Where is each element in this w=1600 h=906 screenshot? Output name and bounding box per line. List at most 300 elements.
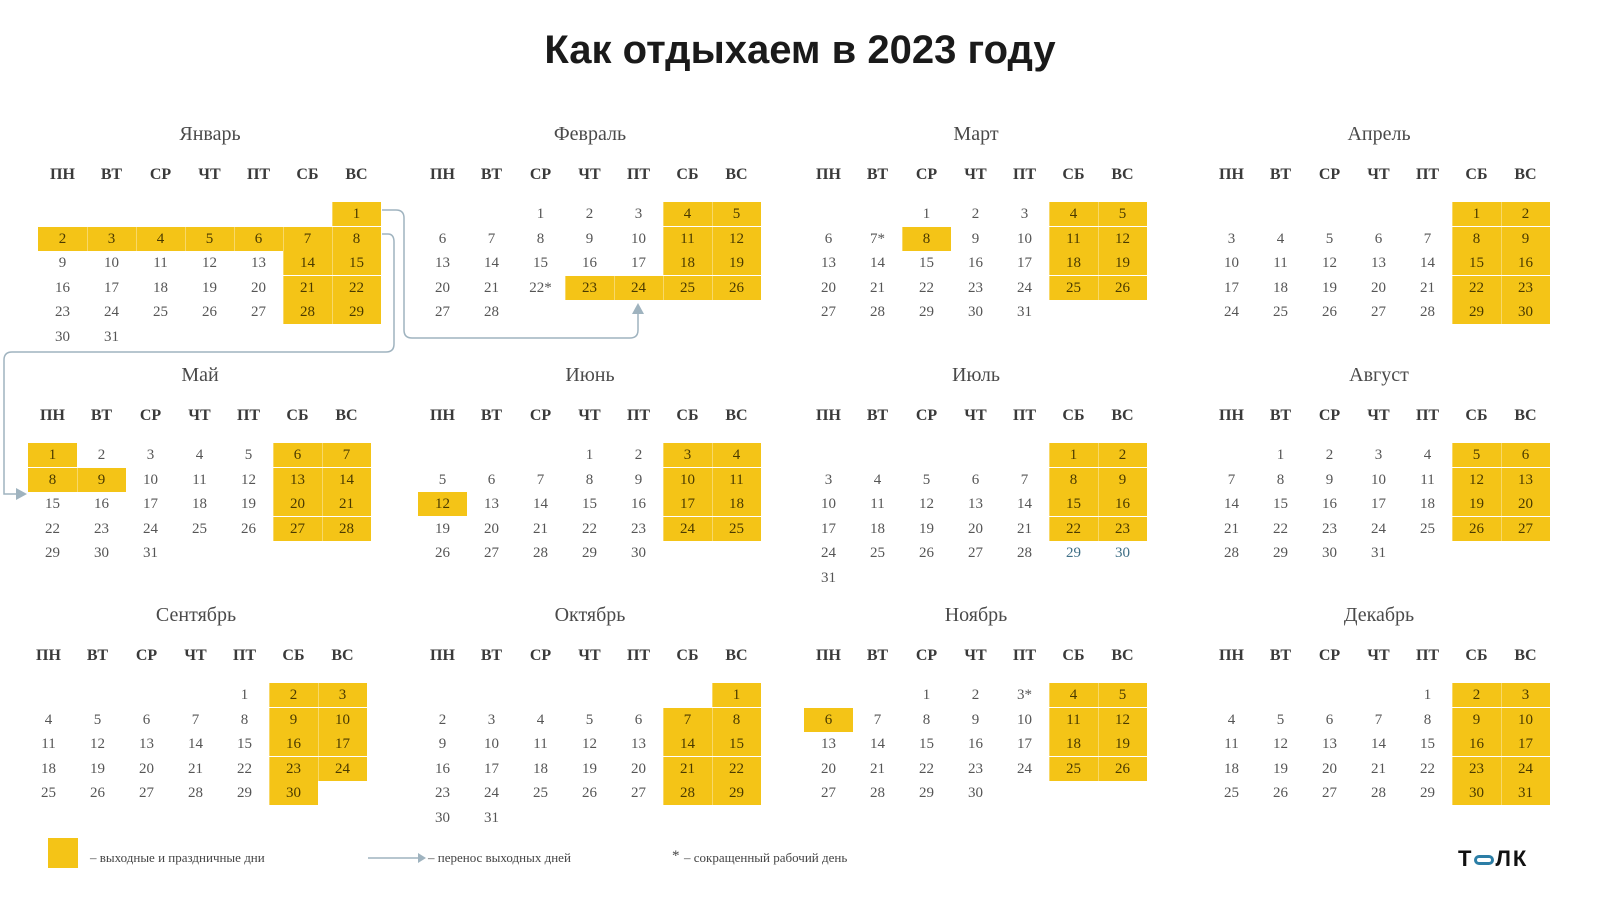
day-cell: 26: [919, 545, 934, 562]
month-6: [418, 364, 808, 594]
day-cell: 21: [533, 520, 548, 537]
day-cell: 1: [1452, 202, 1501, 226]
weekday-header: ВТ: [1269, 647, 1292, 664]
day-cell: 24: [663, 517, 712, 541]
day-cell: 16: [1098, 492, 1147, 516]
day-cell: 29: [1066, 545, 1081, 562]
day-cell: 13: [1371, 255, 1386, 272]
weekday-header: ЧТ: [578, 166, 601, 183]
day-cell: 26: [1322, 304, 1337, 321]
day-cell: 11: [533, 736, 548, 753]
day-cell: 10: [663, 468, 712, 492]
day-cell: 1: [240, 687, 249, 703]
weekday-header: ВС: [1111, 647, 1134, 664]
day-cell: 17: [663, 492, 712, 516]
day-cell: 10: [1224, 255, 1239, 272]
day-cell: 11: [153, 255, 168, 272]
day-cell: 25: [153, 304, 168, 321]
day-cell: 17: [318, 732, 367, 756]
weekday-header: ВТ: [86, 647, 109, 664]
day-cell: 18: [192, 496, 207, 513]
day-cell: 2: [38, 227, 87, 251]
weekday-header: ПН: [430, 647, 455, 664]
day-cell: 12: [1322, 255, 1337, 272]
transfer-arrow-head: [16, 488, 27, 500]
day-cell: 17: [1224, 279, 1239, 296]
brand-logo-o-icon: [1474, 855, 1494, 865]
day-cell: 13: [968, 496, 983, 513]
day-cell: 15: [919, 255, 934, 272]
day-cell: 14: [322, 468, 371, 492]
day-cell: 19: [241, 496, 256, 513]
day-cell: 8: [240, 711, 249, 728]
day-cell: 28: [1224, 545, 1239, 562]
day-cell: 23: [94, 520, 109, 537]
day-cell: 25: [870, 545, 885, 562]
day-cell: 21: [1224, 520, 1239, 537]
day-cell: 31: [821, 570, 836, 586]
day-cell: 1: [1423, 687, 1432, 703]
day-cell: 7: [322, 443, 371, 467]
day-cell: 12: [202, 255, 217, 272]
day-cell: 25: [192, 520, 207, 537]
weekday-header: СР: [1318, 166, 1341, 183]
day-cell: 18: [1049, 732, 1098, 756]
day-cell: 1: [712, 683, 761, 707]
day-cell: 3: [1374, 447, 1383, 463]
day-cell: 17: [484, 760, 499, 777]
day-cell: 30: [269, 781, 318, 805]
day-cell: 3: [487, 711, 496, 728]
day-cell: 3: [1227, 230, 1236, 247]
day-cell: 28: [1017, 545, 1032, 562]
day-cell: 12: [418, 492, 467, 516]
weekday-header: СБ: [676, 166, 699, 183]
day-cell: 18: [663, 251, 712, 275]
day-cell: 15: [45, 496, 60, 513]
month-3: [804, 123, 1194, 353]
day-cell: 12: [1273, 736, 1288, 753]
day-cell: 4: [536, 711, 545, 728]
day-cell: 10: [1501, 708, 1550, 732]
day-cell: 22: [919, 760, 934, 777]
day-cell: 7*: [870, 230, 885, 247]
day-cell: 8: [332, 227, 381, 251]
day-cell: 3: [663, 443, 712, 467]
day-cell: 12: [712, 227, 761, 251]
day-cell: 19: [1098, 732, 1147, 756]
day-cell: 15: [712, 732, 761, 756]
day-cell: 22: [1452, 276, 1501, 300]
day-cell: 8: [1452, 227, 1501, 251]
day-cell: 31: [1501, 781, 1550, 805]
day-cell: 19: [1273, 760, 1288, 777]
day-cell: 27: [968, 545, 983, 562]
day-cell: 16: [269, 732, 318, 756]
day-cell: 17: [143, 496, 158, 513]
day-cell: 16: [94, 496, 109, 513]
day-cell: 27: [435, 304, 450, 321]
day-cell: 27: [273, 517, 322, 541]
weekday-header: СБ: [1465, 647, 1488, 664]
day-cell: 22: [1049, 517, 1098, 541]
day-cell: 11: [712, 468, 761, 492]
day-cell: 19: [202, 279, 217, 296]
day-cell: 19: [1098, 251, 1147, 275]
day-cell: 14: [1371, 736, 1386, 753]
day-cell: 25: [1049, 276, 1098, 300]
day-cell: 29: [1420, 785, 1435, 802]
day-cell: 6: [487, 471, 496, 488]
day-cell: 25: [1049, 757, 1098, 781]
weekday-header: ВТ: [100, 166, 123, 183]
day-cell: 12: [241, 471, 256, 488]
day-cell: 15: [1049, 492, 1098, 516]
day-cell: 23: [1322, 520, 1337, 537]
weekday-header: СБ: [1062, 647, 1085, 664]
day-cell: 16: [1452, 732, 1501, 756]
day-cell: 21: [1371, 760, 1386, 777]
day-cell: 17: [1501, 732, 1550, 756]
month-1: [38, 123, 428, 353]
day-cell: 2: [1325, 447, 1334, 463]
day-cell: 30: [1115, 545, 1130, 562]
weekday-header: СР: [135, 647, 158, 664]
day-cell: 8: [536, 230, 545, 247]
day-cell: 17: [1017, 736, 1032, 753]
day-cell: 21: [283, 276, 332, 300]
weekday-header: ПТ: [626, 647, 651, 664]
weekday-header: СБ: [286, 407, 309, 424]
weekday-header: СР: [149, 166, 172, 183]
day-cell: 12: [919, 496, 934, 513]
day-cell: 7: [191, 711, 200, 728]
legend-arrow-icon: [366, 850, 428, 866]
page-title: Как отдыхаем в 2023 году: [544, 28, 1056, 72]
weekday-header: ПН: [816, 647, 841, 664]
weekday-header: ВТ: [480, 647, 503, 664]
day-cell: 24: [1224, 304, 1239, 321]
day-cell: 27: [484, 545, 499, 562]
day-cell: 30: [1322, 545, 1337, 562]
weekday-header: ПН: [1219, 407, 1244, 424]
day-cell: 28: [870, 304, 885, 321]
day-cell: 19: [90, 760, 105, 777]
day-cell: 20: [484, 520, 499, 537]
day-cell: 9: [269, 708, 318, 732]
weekday-header: СР: [915, 407, 938, 424]
day-cell: 28: [1420, 304, 1435, 321]
day-cell: 18: [870, 520, 885, 537]
day-cell: 29: [1273, 545, 1288, 562]
day-cell: 25: [1420, 520, 1435, 537]
legend-shortened-text: – сокращенный рабочий день: [684, 850, 848, 865]
day-cell: 19: [582, 760, 597, 777]
day-cell: 13: [1322, 736, 1337, 753]
day-cell: 29: [919, 304, 934, 321]
day-cell: 6: [1325, 711, 1334, 728]
day-cell: 2: [1452, 683, 1501, 707]
day-cell: 18: [533, 760, 548, 777]
day-cell: 15: [1420, 736, 1435, 753]
day-cell: 30: [968, 785, 983, 802]
weekday-header: ВС: [345, 166, 368, 183]
weekday-header: ВС: [725, 407, 748, 424]
day-cell: 18: [712, 492, 761, 516]
day-cell: 15: [1273, 496, 1288, 513]
day-cell: 13: [1501, 468, 1550, 492]
day-cell: 29: [332, 300, 381, 324]
day-cell: 8: [585, 471, 594, 488]
day-cell: 6: [438, 230, 447, 247]
day-cell: 11: [41, 736, 56, 753]
day-cell: 15: [237, 736, 252, 753]
day-cell: 13: [631, 736, 646, 753]
weekday-header: ПН: [40, 407, 65, 424]
day-cell: 30: [1501, 300, 1550, 324]
day-cell: 31: [143, 545, 158, 562]
day-cell: 24: [1371, 520, 1386, 537]
day-cell: 5: [438, 471, 447, 488]
month-name: Октябрь: [554, 604, 626, 626]
day-cell: 5: [1098, 202, 1147, 226]
day-cell: 29: [237, 785, 252, 802]
day-cell: 22: [45, 520, 60, 537]
day-cell: 24: [484, 785, 499, 802]
weekday-header: СР: [529, 647, 552, 664]
day-cell: 17: [631, 255, 646, 272]
weekday-header: ПТ: [626, 166, 651, 183]
day-cell: 21: [188, 760, 203, 777]
day-cell: 16: [968, 736, 983, 753]
month-name: Февраль: [553, 123, 627, 145]
weekday-header: ЧТ: [1367, 407, 1390, 424]
day-cell: 10: [821, 496, 836, 513]
weekday-header: СР: [915, 647, 938, 664]
day-cell: 4: [1049, 683, 1098, 707]
day-cell: 16: [968, 255, 983, 272]
day-cell: 11: [1049, 708, 1098, 732]
day-cell: 26: [90, 785, 105, 802]
day-cell: 23: [269, 757, 318, 781]
weekday-header: ПТ: [246, 166, 271, 183]
day-cell: 6: [804, 708, 853, 732]
month-name: Июль: [952, 364, 1000, 386]
day-cell: 10: [104, 255, 119, 272]
day-cell: 16: [55, 279, 70, 296]
day-cell: 22: [332, 276, 381, 300]
day-cell: 13: [139, 736, 154, 753]
weekday-header: СБ: [296, 166, 319, 183]
day-cell: 20: [273, 492, 322, 516]
day-cell: 16: [631, 496, 646, 513]
day-cell: 30: [1452, 781, 1501, 805]
weekday-header: СБ: [676, 407, 699, 424]
day-cell: 10: [631, 230, 646, 247]
month-name: Март: [953, 123, 999, 145]
day-cell: 6: [1374, 230, 1383, 247]
day-cell: 23: [55, 304, 70, 321]
weekday-header: ВТ: [480, 407, 503, 424]
month-name: Сентябрь: [155, 604, 237, 626]
day-cell: 30: [435, 810, 450, 826]
day-cell: 9: [971, 230, 980, 247]
weekday-header: ВТ: [866, 407, 889, 424]
weekday-header: ЧТ: [578, 407, 601, 424]
month-name: Январь: [179, 123, 241, 145]
day-cell: 9: [438, 736, 447, 753]
month-name: Ноябрь: [944, 604, 1008, 626]
day-cell: 7: [487, 230, 496, 247]
day-cell: 25: [1224, 785, 1239, 802]
day-cell: 10: [1371, 471, 1386, 488]
weekday-header: СР: [915, 166, 938, 183]
day-cell: 4: [873, 471, 882, 488]
month-name: Апрель: [1347, 123, 1411, 145]
day-cell: 6: [234, 227, 283, 251]
day-cell: 23: [968, 279, 983, 296]
day-cell: 6: [634, 711, 643, 728]
weekday-header: ЧТ: [1367, 647, 1390, 664]
day-cell: 7: [873, 711, 882, 728]
month-name: Декабрь: [1343, 604, 1415, 626]
day-cell: 8: [1276, 471, 1285, 488]
day-cell: 5: [712, 202, 761, 226]
day-cell: 2: [97, 447, 106, 463]
day-cell: 28: [188, 785, 203, 802]
day-cell: 5: [1325, 230, 1334, 247]
day-cell: 9: [1098, 468, 1147, 492]
weekday-header: ПТ: [626, 407, 651, 424]
weekday-header: ВС: [725, 166, 748, 183]
day-cell: 10: [484, 736, 499, 753]
day-cell: 4: [44, 711, 53, 728]
day-cell: 1: [332, 202, 381, 226]
day-cell: 14: [663, 732, 712, 756]
day-cell: 28: [283, 300, 332, 324]
day-cell: 11: [1273, 255, 1288, 272]
day-cell: 27: [251, 304, 266, 321]
month-7: [804, 364, 1194, 594]
day-cell: 21: [1017, 520, 1032, 537]
weekday-header: СБ: [282, 647, 305, 664]
weekday-header: ПТ: [1012, 647, 1037, 664]
weekday-header: ЧТ: [578, 647, 601, 664]
day-cell: 20: [1371, 279, 1386, 296]
day-cell: 4: [195, 447, 204, 463]
day-cell: 14: [870, 736, 885, 753]
day-cell: 27: [1371, 304, 1386, 321]
day-cell: 28: [663, 781, 712, 805]
weekday-header: СБ: [1465, 407, 1488, 424]
day-cell: 24: [1017, 760, 1032, 777]
weekday-header: СР: [529, 407, 552, 424]
day-cell: 5: [244, 447, 253, 463]
day-cell: 23: [565, 276, 614, 300]
weekday-header: ВС: [725, 647, 748, 664]
legend-asterisk-symbol: *: [672, 848, 680, 864]
day-cell: 1: [1276, 447, 1285, 463]
day-cell: 18: [41, 760, 56, 777]
day-cell: 19: [712, 251, 761, 275]
day-cell: 1: [922, 687, 931, 703]
day-cell: 8: [28, 468, 77, 492]
day-cell: 21: [322, 492, 371, 516]
day-cell: 25: [1273, 304, 1288, 321]
day-cell: 11: [1049, 227, 1098, 251]
weekday-header: СР: [139, 407, 162, 424]
day-cell: 31: [484, 810, 499, 826]
weekday-header: ЧТ: [964, 647, 987, 664]
weekday-header: СР: [1318, 407, 1341, 424]
day-cell: 20: [821, 760, 836, 777]
day-cell: 5: [1098, 683, 1147, 707]
day-cell: 23: [1452, 757, 1501, 781]
day-cell: 12: [1098, 227, 1147, 251]
month-name: Май: [181, 364, 219, 386]
day-cell: 31: [1017, 304, 1032, 321]
day-cell: 22: [919, 279, 934, 296]
weekday-header: ПТ: [1415, 407, 1440, 424]
day-cell: 4: [1227, 711, 1236, 728]
day-cell: 7: [1227, 471, 1236, 488]
day-cell: 26: [202, 304, 217, 321]
day-cell: 14: [870, 255, 885, 272]
day-cell: 14: [283, 251, 332, 275]
weekday-header: ВТ: [1269, 407, 1292, 424]
day-cell: 20: [139, 760, 154, 777]
brand-logo: [1458, 846, 1528, 872]
day-cell: 11: [870, 496, 885, 513]
day-cell: 12: [1098, 708, 1147, 732]
day-cell: 9: [1452, 708, 1501, 732]
day-cell: 23: [968, 760, 983, 777]
day-cell: 12: [1452, 468, 1501, 492]
day-cell: 30: [968, 304, 983, 321]
day-cell: 8: [1423, 711, 1432, 728]
day-cell: 8: [922, 711, 931, 728]
day-cell: 5: [585, 711, 594, 728]
day-cell: 24: [318, 757, 367, 781]
day-cell: 9: [1325, 471, 1334, 488]
month-4: [1207, 123, 1597, 353]
day-cell: 17: [1017, 255, 1032, 272]
day-cell: 15: [1452, 251, 1501, 275]
day-cell: 20: [251, 279, 266, 296]
weekday-header: ЧТ: [964, 166, 987, 183]
day-cell: 21: [870, 760, 885, 777]
day-cell: 19: [1452, 492, 1501, 516]
day-cell: 9: [971, 711, 980, 728]
weekday-header: ВТ: [90, 407, 113, 424]
day-cell: 11: [192, 471, 207, 488]
weekday-header: ЧТ: [964, 407, 987, 424]
day-cell: 22: [1420, 760, 1435, 777]
day-cell: 2: [634, 447, 643, 463]
day-cell: 14: [188, 736, 203, 753]
day-cell: 14: [1017, 496, 1032, 513]
day-cell: 2: [438, 711, 447, 728]
day-cell: 22: [237, 760, 252, 777]
month-2: [418, 123, 808, 353]
day-cell: 22: [582, 520, 597, 537]
day-cell: 9: [634, 471, 643, 488]
weekday-header: СБ: [1465, 166, 1488, 183]
day-cell: 9: [1501, 227, 1550, 251]
day-cell: 1: [536, 206, 545, 222]
day-cell: 15: [582, 496, 597, 513]
day-cell: 24: [143, 520, 158, 537]
